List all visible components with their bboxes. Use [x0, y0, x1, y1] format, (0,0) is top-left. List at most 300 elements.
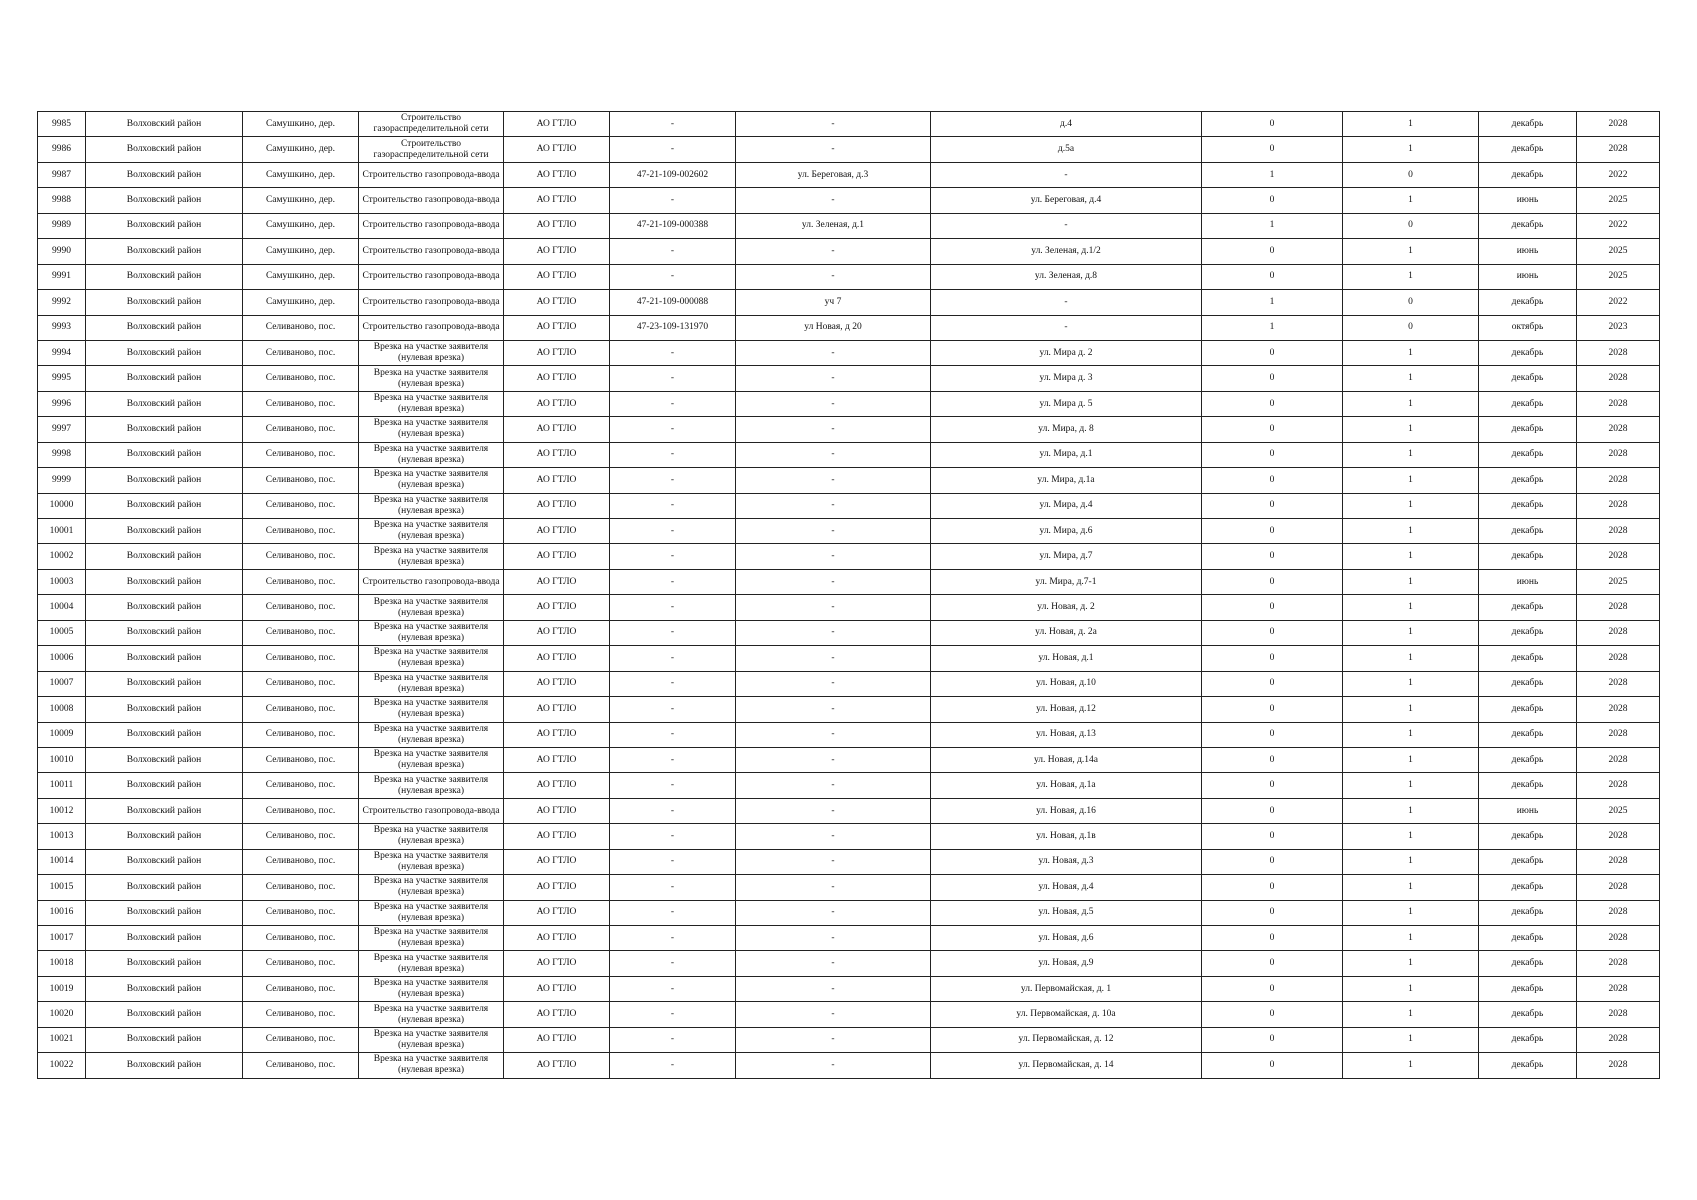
work-type-cell: Строительство газопровода-ввода	[359, 569, 504, 594]
object-address-cell: -	[931, 162, 1202, 187]
object-address-cell: ул. Зеленая, д.1/2	[931, 239, 1202, 264]
row-number-cell: 10017	[38, 926, 86, 951]
year-cell: 2028	[1577, 976, 1660, 1001]
month-cell: июнь	[1479, 569, 1577, 594]
row-number-cell: 9994	[38, 340, 86, 365]
value-a-cell: 1	[1202, 162, 1343, 187]
work-type-cell: Врезка на участке заявителя (нулевая врезка)	[359, 1002, 504, 1027]
work-type-cell: Строительство газопровода-ввода	[359, 162, 504, 187]
month-cell: декабрь	[1479, 976, 1577, 1001]
value-a-cell: 0	[1202, 697, 1343, 722]
address-cell: -	[736, 1027, 931, 1052]
year-cell: 2025	[1577, 569, 1660, 594]
cadastral-number-cell: 47-21-109-002602	[610, 162, 736, 187]
organization-cell: АО ГТЛО	[504, 239, 610, 264]
work-type-cell: Врезка на участке заявителя (нулевая врезка)	[359, 1053, 504, 1078]
object-address-cell: ул. Мира, д.7	[931, 544, 1202, 569]
table-row	[38, 1002, 1660, 1027]
row-number-cell: 10015	[38, 875, 86, 900]
year-cell: 2028	[1577, 747, 1660, 772]
address-cell: -	[736, 697, 931, 722]
settlement-cell: Селиваново, пос.	[243, 569, 359, 594]
value-b-cell: 1	[1343, 926, 1479, 951]
address-cell: -	[736, 595, 931, 620]
object-address-cell: д.5а	[931, 137, 1202, 162]
value-b-cell: 1	[1343, 264, 1479, 289]
value-a-cell: 0	[1202, 340, 1343, 365]
work-type-cell: Врезка на участке заявителя (нулевая врезка)	[359, 900, 504, 925]
value-a-cell: 0	[1202, 824, 1343, 849]
value-a-cell: 0	[1202, 722, 1343, 747]
district-cell: Волховский район	[86, 239, 243, 264]
value-b-cell: 1	[1343, 900, 1479, 925]
district-cell: Волховский район	[86, 519, 243, 544]
cadastral-number-cell: -	[610, 1027, 736, 1052]
year-cell: 2028	[1577, 442, 1660, 467]
value-a-cell: 0	[1202, 1027, 1343, 1052]
object-address-cell: ул. Новая, д.9	[931, 951, 1202, 976]
address-cell: -	[736, 239, 931, 264]
address-cell: ул. Береговая, д.3	[736, 162, 931, 187]
cadastral-number-cell: -	[610, 773, 736, 798]
value-b-cell: 1	[1343, 951, 1479, 976]
row-number-cell: 9987	[38, 162, 86, 187]
work-type-cell: Врезка на участке заявителя (нулевая врезка)	[359, 875, 504, 900]
settlement-cell: Селиваново, пос.	[243, 340, 359, 365]
address-cell: -	[736, 366, 931, 391]
month-cell: октябрь	[1479, 315, 1577, 340]
value-b-cell: 1	[1343, 824, 1479, 849]
settlement-cell: Селиваново, пос.	[243, 442, 359, 467]
cadastral-number-cell: -	[610, 798, 736, 823]
work-type-cell: Врезка на участке заявителя (нулевая врезка)	[359, 519, 504, 544]
value-b-cell: 1	[1343, 849, 1479, 874]
work-type-cell: Строительство газопровода-ввода	[359, 239, 504, 264]
cadastral-number-cell: -	[610, 926, 736, 951]
address-cell: -	[736, 391, 931, 416]
year-cell: 2028	[1577, 366, 1660, 391]
row-number-cell: 10020	[38, 1002, 86, 1027]
table-row	[38, 239, 1660, 264]
address-cell: -	[736, 951, 931, 976]
value-a-cell: 0	[1202, 620, 1343, 645]
value-b-cell: 0	[1343, 213, 1479, 238]
settlement-cell: Самушкино, дер.	[243, 290, 359, 315]
organization-cell: АО ГТЛО	[504, 137, 610, 162]
value-b-cell: 1	[1343, 417, 1479, 442]
work-type-cell: Врезка на участке заявителя (нулевая врезка)	[359, 951, 504, 976]
organization-cell: АО ГТЛО	[504, 671, 610, 696]
organization-cell: АО ГТЛО	[504, 417, 610, 442]
table-row	[38, 1027, 1660, 1052]
object-address-cell: ул. Новая, д. 2а	[931, 620, 1202, 645]
year-cell: 2028	[1577, 493, 1660, 518]
month-cell: декабрь	[1479, 747, 1577, 772]
organization-cell: АО ГТЛО	[504, 976, 610, 1001]
district-cell: Волховский район	[86, 112, 243, 137]
table-row	[38, 366, 1660, 391]
year-cell: 2022	[1577, 162, 1660, 187]
value-b-cell: 1	[1343, 391, 1479, 416]
district-cell: Волховский район	[86, 595, 243, 620]
settlement-cell: Селиваново, пос.	[243, 722, 359, 747]
value-b-cell: 1	[1343, 1027, 1479, 1052]
row-number-cell: 10011	[38, 773, 86, 798]
object-address-cell: ул. Мира, д.7-1	[931, 569, 1202, 594]
year-cell: 2028	[1577, 137, 1660, 162]
value-a-cell: 0	[1202, 442, 1343, 467]
year-cell: 2028	[1577, 849, 1660, 874]
month-cell: декабрь	[1479, 1053, 1577, 1078]
work-type-cell: Строительство газопровода-ввода	[359, 213, 504, 238]
value-a-cell: 0	[1202, 366, 1343, 391]
year-cell: 2028	[1577, 519, 1660, 544]
year-cell: 2028	[1577, 722, 1660, 747]
organization-cell: АО ГТЛО	[504, 519, 610, 544]
address-cell: -	[736, 773, 931, 798]
organization-cell: АО ГТЛО	[504, 1002, 610, 1027]
table-row	[38, 697, 1660, 722]
row-number-cell: 10008	[38, 697, 86, 722]
year-cell: 2025	[1577, 188, 1660, 213]
row-number-cell: 9990	[38, 239, 86, 264]
table-row	[38, 849, 1660, 874]
value-a-cell: 1	[1202, 315, 1343, 340]
value-a-cell: 0	[1202, 798, 1343, 823]
object-address-cell: ул. Новая, д. 2	[931, 595, 1202, 620]
settlement-cell: Селиваново, пос.	[243, 468, 359, 493]
table-row	[38, 875, 1660, 900]
value-b-cell: 1	[1343, 468, 1479, 493]
value-a-cell: 0	[1202, 747, 1343, 772]
work-type-cell: Врезка на участке заявителя (нулевая врезка)	[359, 849, 504, 874]
cadastral-number-cell: -	[610, 569, 736, 594]
month-cell: декабрь	[1479, 366, 1577, 391]
settlement-cell: Селиваново, пос.	[243, 849, 359, 874]
organization-cell: АО ГТЛО	[504, 290, 610, 315]
work-type-cell: Врезка на участке заявителя (нулевая врезка)	[359, 671, 504, 696]
month-cell: декабрь	[1479, 290, 1577, 315]
month-cell: декабрь	[1479, 595, 1577, 620]
table-row	[38, 264, 1660, 289]
month-cell: декабрь	[1479, 849, 1577, 874]
address-cell: -	[736, 493, 931, 518]
cadastral-number-cell: -	[610, 671, 736, 696]
year-cell: 2028	[1577, 773, 1660, 798]
settlement-cell: Селиваново, пос.	[243, 824, 359, 849]
district-cell: Волховский район	[86, 773, 243, 798]
address-cell: ул. Зеленая, д.1	[736, 213, 931, 238]
year-cell: 2028	[1577, 112, 1660, 137]
settlement-cell: Селиваново, пос.	[243, 1002, 359, 1027]
month-cell: июнь	[1479, 188, 1577, 213]
district-cell: Волховский район	[86, 366, 243, 391]
object-address-cell: -	[931, 290, 1202, 315]
object-address-cell: ул. Мира д. 3	[931, 366, 1202, 391]
object-address-cell: ул. Новая, д.10	[931, 671, 1202, 696]
cadastral-number-cell: -	[610, 646, 736, 671]
value-b-cell: 1	[1343, 697, 1479, 722]
year-cell: 2028	[1577, 900, 1660, 925]
year-cell: 2028	[1577, 417, 1660, 442]
district-cell: Волховский район	[86, 671, 243, 696]
table-row	[38, 824, 1660, 849]
district-cell: Волховский район	[86, 798, 243, 823]
settlement-cell: Селиваново, пос.	[243, 671, 359, 696]
address-cell: -	[736, 849, 931, 874]
year-cell: 2028	[1577, 951, 1660, 976]
value-b-cell: 1	[1343, 773, 1479, 798]
object-address-cell: д.4	[931, 112, 1202, 137]
settlement-cell: Селиваново, пос.	[243, 366, 359, 391]
month-cell: декабрь	[1479, 468, 1577, 493]
work-type-cell: Строительство газораспределительной сети	[359, 137, 504, 162]
district-cell: Волховский район	[86, 442, 243, 467]
cadastral-number-cell: -	[610, 747, 736, 772]
row-number-cell: 10007	[38, 671, 86, 696]
value-a-cell: 0	[1202, 239, 1343, 264]
address-cell: -	[736, 569, 931, 594]
cadastral-number-cell: -	[610, 595, 736, 620]
row-number-cell: 9997	[38, 417, 86, 442]
year-cell: 2028	[1577, 875, 1660, 900]
year-cell: 2028	[1577, 595, 1660, 620]
settlement-cell: Селиваново, пос.	[243, 773, 359, 798]
row-number-cell: 9985	[38, 112, 86, 137]
month-cell: декабрь	[1479, 519, 1577, 544]
table-row	[38, 112, 1660, 137]
district-cell: Волховский район	[86, 646, 243, 671]
work-type-cell: Строительство газопровода-ввода	[359, 188, 504, 213]
year-cell: 2028	[1577, 1027, 1660, 1052]
organization-cell: АО ГТЛО	[504, 646, 610, 671]
table-body	[38, 112, 1660, 1079]
table-row	[38, 391, 1660, 416]
value-b-cell: 1	[1343, 112, 1479, 137]
table-row	[38, 137, 1660, 162]
value-b-cell: 1	[1343, 595, 1479, 620]
value-a-cell: 1	[1202, 290, 1343, 315]
work-type-cell: Врезка на участке заявителя (нулевая врезка)	[359, 773, 504, 798]
address-cell: -	[736, 722, 931, 747]
address-cell: -	[736, 900, 931, 925]
table-row	[38, 290, 1660, 315]
month-cell: декабрь	[1479, 620, 1577, 645]
district-cell: Волховский район	[86, 1027, 243, 1052]
cadastral-number-cell: -	[610, 468, 736, 493]
district-cell: Волховский район	[86, 213, 243, 238]
cadastral-number-cell: 47-21-109-000088	[610, 290, 736, 315]
address-cell: -	[736, 340, 931, 365]
address-cell: ул Новая, д 20	[736, 315, 931, 340]
organization-cell: АО ГТЛО	[504, 315, 610, 340]
value-b-cell: 1	[1343, 493, 1479, 518]
object-address-cell: ул. Новая, д.1а	[931, 773, 1202, 798]
table-row	[38, 620, 1660, 645]
cadastral-number-cell: -	[610, 442, 736, 467]
organization-cell: АО ГТЛО	[504, 620, 610, 645]
settlement-cell: Селиваново, пос.	[243, 417, 359, 442]
organization-cell: АО ГТЛО	[504, 773, 610, 798]
organization-cell: АО ГТЛО	[504, 366, 610, 391]
table-row	[38, 722, 1660, 747]
district-cell: Волховский район	[86, 188, 243, 213]
organization-cell: АО ГТЛО	[504, 544, 610, 569]
row-number-cell: 10016	[38, 900, 86, 925]
settlement-cell: Самушкино, дер.	[243, 213, 359, 238]
month-cell: декабрь	[1479, 493, 1577, 518]
work-type-cell: Врезка на участке заявителя (нулевая врезка)	[359, 544, 504, 569]
row-number-cell: 10014	[38, 849, 86, 874]
value-b-cell: 1	[1343, 442, 1479, 467]
work-type-cell: Врезка на участке заявителя (нулевая врезка)	[359, 976, 504, 1001]
row-number-cell: 10002	[38, 544, 86, 569]
value-a-cell: 0	[1202, 493, 1343, 518]
table-row	[38, 646, 1660, 671]
table-row	[38, 926, 1660, 951]
work-type-cell: Врезка на участке заявителя (нулевая врезка)	[359, 417, 504, 442]
table-row	[38, 773, 1660, 798]
year-cell: 2022	[1577, 213, 1660, 238]
object-address-cell: ул. Мира д. 2	[931, 340, 1202, 365]
district-cell: Волховский район	[86, 900, 243, 925]
organization-cell: АО ГТЛО	[504, 951, 610, 976]
row-number-cell: 10012	[38, 798, 86, 823]
value-b-cell: 1	[1343, 1002, 1479, 1027]
month-cell: декабрь	[1479, 875, 1577, 900]
value-a-cell: 0	[1202, 112, 1343, 137]
cadastral-number-cell: -	[610, 697, 736, 722]
cadastral-number-cell: 47-23-109-131970	[610, 315, 736, 340]
settlement-cell: Самушкино, дер.	[243, 137, 359, 162]
cadastral-number-cell: -	[610, 544, 736, 569]
gasification-schedule-table	[37, 111, 1660, 1079]
district-cell: Волховский район	[86, 493, 243, 518]
year-cell: 2023	[1577, 315, 1660, 340]
work-type-cell: Врезка на участке заявителя (нулевая врезка)	[359, 620, 504, 645]
month-cell: декабрь	[1479, 391, 1577, 416]
value-b-cell: 1	[1343, 1053, 1479, 1078]
cadastral-number-cell: -	[610, 900, 736, 925]
month-cell: декабрь	[1479, 1027, 1577, 1052]
row-number-cell: 10000	[38, 493, 86, 518]
district-cell: Волховский район	[86, 340, 243, 365]
work-type-cell: Врезка на участке заявителя (нулевая врезка)	[359, 722, 504, 747]
district-cell: Волховский район	[86, 926, 243, 951]
address-cell: уч 7	[736, 290, 931, 315]
settlement-cell: Селиваново, пос.	[243, 926, 359, 951]
row-number-cell: 10006	[38, 646, 86, 671]
settlement-cell: Селиваново, пос.	[243, 900, 359, 925]
row-number-cell: 10019	[38, 976, 86, 1001]
district-cell: Волховский район	[86, 264, 243, 289]
settlement-cell: Самушкино, дер.	[243, 162, 359, 187]
district-cell: Волховский район	[86, 976, 243, 1001]
district-cell: Волховский район	[86, 391, 243, 416]
object-address-cell: ул. Мира д. 5	[931, 391, 1202, 416]
organization-cell: АО ГТЛО	[504, 264, 610, 289]
month-cell: июнь	[1479, 239, 1577, 264]
value-b-cell: 1	[1343, 366, 1479, 391]
object-address-cell: ул. Новая, д.13	[931, 722, 1202, 747]
row-number-cell: 9999	[38, 468, 86, 493]
row-number-cell: 10001	[38, 519, 86, 544]
value-a-cell: 0	[1202, 646, 1343, 671]
year-cell: 2022	[1577, 290, 1660, 315]
organization-cell: АО ГТЛО	[504, 697, 610, 722]
row-number-cell: 10009	[38, 722, 86, 747]
cadastral-number-cell: -	[610, 519, 736, 544]
object-address-cell: ул. Новая, д.4	[931, 875, 1202, 900]
district-cell: Волховский район	[86, 1053, 243, 1078]
object-address-cell: ул. Береговая, д.4	[931, 188, 1202, 213]
organization-cell: АО ГТЛО	[504, 213, 610, 238]
month-cell: декабрь	[1479, 773, 1577, 798]
district-cell: Волховский район	[86, 697, 243, 722]
year-cell: 2025	[1577, 798, 1660, 823]
table-row	[38, 747, 1660, 772]
value-b-cell: 1	[1343, 620, 1479, 645]
organization-cell: АО ГТЛО	[504, 391, 610, 416]
settlement-cell: Селиваново, пос.	[243, 493, 359, 518]
object-address-cell: ул. Мира, д.1	[931, 442, 1202, 467]
value-a-cell: 0	[1202, 137, 1343, 162]
work-type-cell: Строительство газопровода-ввода	[359, 290, 504, 315]
address-cell: -	[736, 747, 931, 772]
work-type-cell: Врезка на участке заявителя (нулевая врезка)	[359, 442, 504, 467]
table-row	[38, 213, 1660, 238]
address-cell: -	[736, 646, 931, 671]
cadastral-number-cell: -	[610, 976, 736, 1001]
object-address-cell: ул. Новая, д.16	[931, 798, 1202, 823]
table-row	[38, 493, 1660, 518]
settlement-cell: Селиваново, пос.	[243, 620, 359, 645]
address-cell: -	[736, 671, 931, 696]
month-cell: декабрь	[1479, 926, 1577, 951]
value-a-cell: 0	[1202, 875, 1343, 900]
table-row	[38, 188, 1660, 213]
value-a-cell: 0	[1202, 391, 1343, 416]
value-b-cell: 1	[1343, 646, 1479, 671]
row-number-cell: 9989	[38, 213, 86, 238]
value-b-cell: 1	[1343, 544, 1479, 569]
month-cell: декабрь	[1479, 137, 1577, 162]
cadastral-number-cell: 47-21-109-000388	[610, 213, 736, 238]
year-cell: 2025	[1577, 264, 1660, 289]
row-number-cell: 10005	[38, 620, 86, 645]
year-cell: 2028	[1577, 340, 1660, 365]
address-cell: -	[736, 620, 931, 645]
table-row	[38, 976, 1660, 1001]
row-number-cell: 9991	[38, 264, 86, 289]
object-address-cell: -	[931, 315, 1202, 340]
month-cell: декабрь	[1479, 112, 1577, 137]
work-type-cell: Врезка на участке заявителя (нулевая врезка)	[359, 646, 504, 671]
row-number-cell: 9995	[38, 366, 86, 391]
year-cell: 2028	[1577, 671, 1660, 696]
address-cell: -	[736, 544, 931, 569]
organization-cell: АО ГТЛО	[504, 1027, 610, 1052]
settlement-cell: Селиваново, пос.	[243, 1027, 359, 1052]
table-row	[38, 951, 1660, 976]
address-cell: -	[736, 1002, 931, 1027]
work-type-cell: Врезка на участке заявителя (нулевая врезка)	[359, 697, 504, 722]
work-type-cell: Врезка на участке заявителя (нулевая врезка)	[359, 493, 504, 518]
month-cell: декабрь	[1479, 671, 1577, 696]
work-type-cell: Врезка на участке заявителя (нулевая врезка)	[359, 340, 504, 365]
row-number-cell: 10022	[38, 1053, 86, 1078]
value-b-cell: 1	[1343, 875, 1479, 900]
